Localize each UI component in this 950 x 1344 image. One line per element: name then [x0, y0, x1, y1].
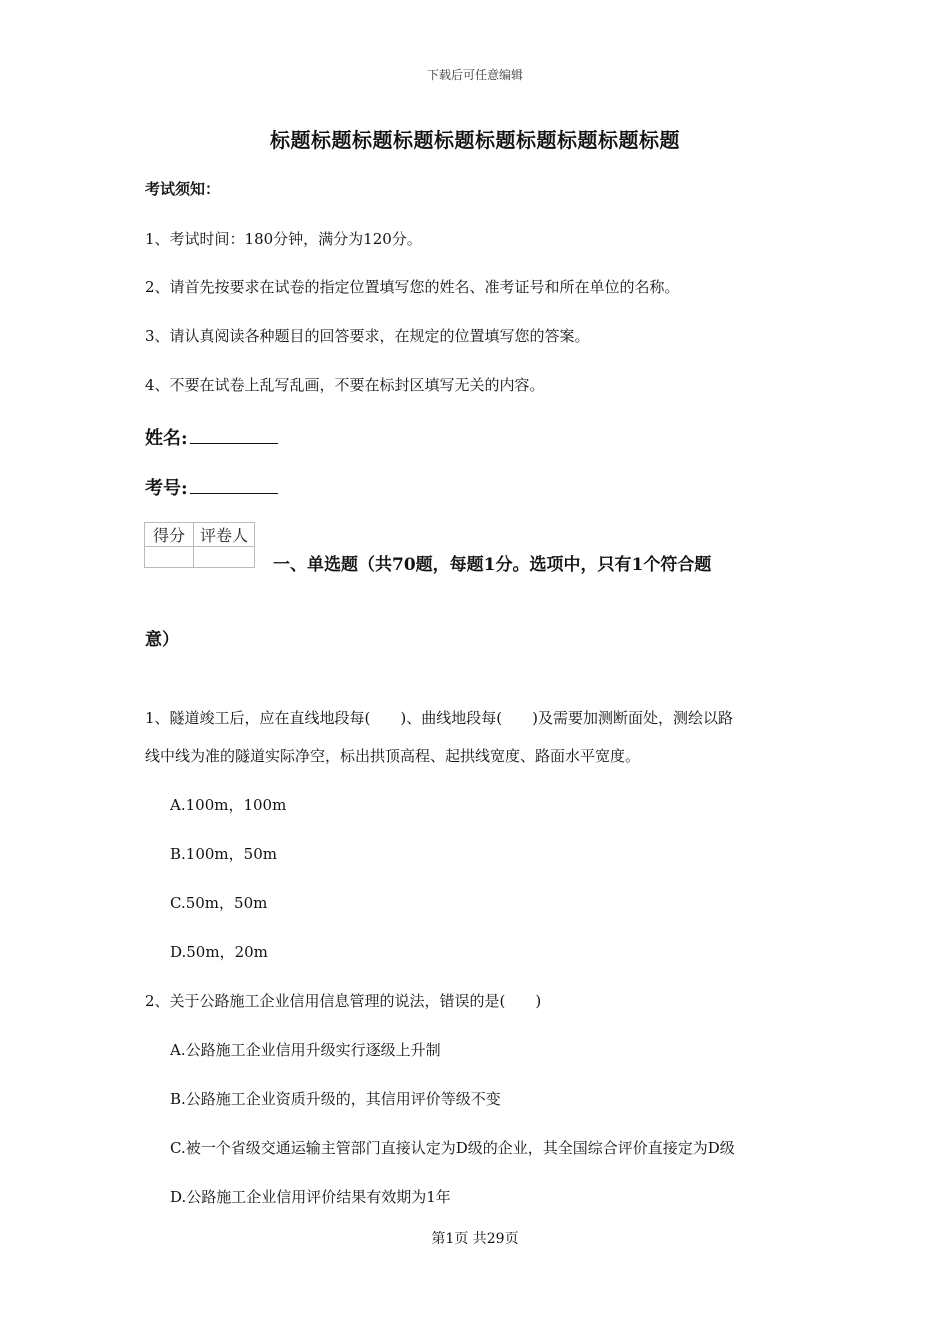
notice-heading: 考试须知： [145, 180, 221, 198]
header-note: 下载后可任意编辑 [426, 68, 523, 82]
score-header: 得分 [145, 523, 194, 547]
grader-cell[interactable] [194, 547, 255, 568]
section-title: 一、单选题（共70题，每题1分。选项中，只有1个符合题 [273, 555, 712, 575]
question-option: B.公路施工企业资质升级的，其信用评价等级不变 [170, 1090, 501, 1108]
question-option: D.公路施工企业信用评价结果有效期为1年 [170, 1188, 451, 1206]
notice-rule: 2、请首先按要求在试卷的指定位置填写您的姓名、准考证号和所在单位的名称。 [145, 278, 680, 296]
question-option: A.100m，100m [170, 796, 287, 814]
notice-rule: 1、考试时间：180分钟，满分为120分。 [145, 230, 422, 248]
document-title: 标题标题标题标题标题标题标题标题标题标题 [270, 128, 680, 152]
id-field [145, 474, 278, 500]
id-label: 考号: [145, 478, 188, 499]
question-stem: 2、关于公路施工企业信用信息管理的说法，错误的是( ) [145, 992, 542, 1010]
question-option: A.公路施工企业信用升级实行逐级上升制 [170, 1041, 441, 1059]
question-stem: 1、隧道竣工后，应在直线地段每( )、曲线地段每( )及需要加测断面处，测绘以路 [145, 709, 733, 727]
question-option: C.被一个省级交通运输主管部门直接认定为D级的企业，其全国综合评价直接定为D级 [170, 1139, 735, 1157]
question-stem: 线中线为准的隧道实际净空，标出拱顶高程、起拱线宽度、路面水平宽度。 [145, 747, 641, 765]
score-cell[interactable] [145, 547, 194, 568]
id-blank[interactable] [190, 475, 278, 494]
question-option: D.50m，20m [170, 943, 268, 961]
name-blank[interactable] [190, 425, 278, 444]
score-table [144, 522, 255, 568]
question-option: C.50m，50m [170, 894, 268, 912]
notice-rule: 3、请认真阅读各种题目的回答要求，在规定的位置填写您的答案。 [145, 327, 590, 345]
name-field [145, 424, 278, 450]
question-option: B.100m，50m [170, 845, 277, 863]
page-footer: 第1页 共29页 [431, 1231, 519, 1247]
section-title-continued: 意） [145, 630, 179, 650]
notice-rule: 4、不要在试卷上乱写乱画，不要在标封区填写无关的内容。 [145, 376, 545, 394]
grader-header: 评卷人 [194, 523, 255, 547]
name-label: 姓名: [145, 428, 188, 449]
